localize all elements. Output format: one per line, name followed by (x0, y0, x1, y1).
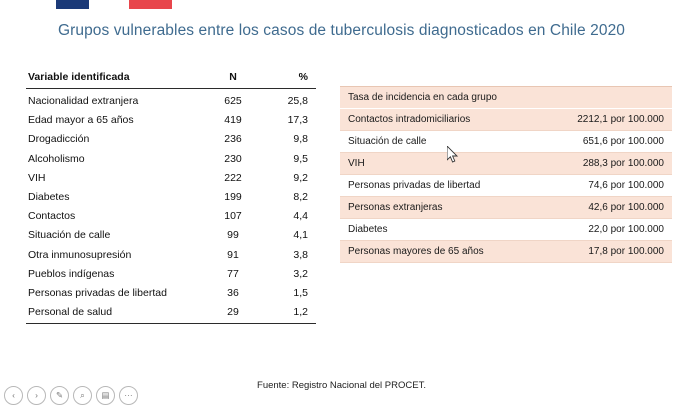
table-row (340, 109, 672, 131)
cell-n: 625 (224, 95, 242, 107)
cell-percent: 4,4 (293, 210, 308, 223)
cell-variable: Situación de calle (28, 229, 111, 242)
cell-variable: VIH (28, 171, 46, 184)
source-note: Fuente: Registro Nacional del PROCET. (257, 380, 426, 391)
vulnerable-groups-table (26, 68, 316, 324)
cell-n: 236 (224, 133, 242, 146)
menu-button[interactable] (96, 386, 115, 405)
column-header-variable: Variable identificada (26, 68, 204, 89)
cell-variable: Otra inmunosupresión (28, 248, 132, 261)
magnifier-icon: ⌕ (80, 390, 85, 401)
column-header-n: N (204, 68, 262, 89)
cell-variable: Edad mayor a 65 años (28, 114, 134, 127)
cell-variable: Diabetes (28, 190, 70, 203)
table-row (340, 219, 672, 241)
table-row (26, 168, 316, 187)
cell-variable: Pueblos indígenas (28, 267, 115, 280)
cell-variable: Contactos (28, 210, 76, 223)
table-header-row (26, 68, 316, 89)
cell-percent: 3,8 (293, 248, 308, 261)
incidence-rate-table (340, 86, 672, 263)
table-row (26, 130, 316, 149)
chile-flag-accent (56, 0, 172, 9)
cell-n: 29 (204, 302, 262, 323)
cell-n: 230 (224, 152, 242, 165)
cell-rate: 22,0 por 100.000 (540, 219, 672, 241)
cell-variable: Nacionalidad extranjera (28, 95, 139, 107)
cell-rate: 17,8 por 100.000 (540, 241, 672, 263)
cell-group: Personas privadas de libertad (340, 175, 540, 197)
table-row (340, 197, 672, 219)
table-row (26, 302, 316, 323)
column-header-percent: % (262, 68, 316, 89)
flag-red-segment (129, 0, 172, 9)
chevron-right-icon: › (35, 390, 38, 401)
incidence-table-header: Tasa de incidencia en cada grupo (340, 87, 672, 109)
flag-blue-segment (56, 0, 89, 9)
more-options-button[interactable] (119, 386, 138, 405)
previous-slide-button[interactable] (4, 386, 23, 405)
cell-rate: 42,6 por 100.000 (540, 197, 672, 219)
flag-white-segment (89, 0, 129, 9)
table-row (26, 89, 316, 111)
cell-group: VIH (340, 153, 540, 175)
table-row (340, 131, 672, 153)
cell-group: Diabetes (340, 219, 540, 241)
cell-variable: Drogadicción (28, 133, 90, 146)
cell-percent: 25,8 (287, 95, 308, 107)
table-row (340, 153, 672, 175)
cell-group: Personas mayores de 65 años (340, 241, 540, 263)
chevron-left-icon: ‹ (12, 390, 15, 401)
pen-tool-button[interactable] (50, 386, 69, 405)
cell-percent: 9,2 (293, 171, 308, 184)
cell-group: Situación de calle (340, 131, 540, 153)
cell-percent: 1,2 (262, 302, 316, 323)
cell-percent: 3,2 (293, 267, 308, 280)
zoom-tool-button[interactable] (73, 386, 92, 405)
cell-percent: 1,5 (293, 286, 308, 299)
cell-percent: 8,2 (293, 190, 308, 203)
incidence-header-row (340, 87, 672, 109)
cell-n: 419 (224, 114, 242, 127)
table-row (26, 245, 316, 264)
viewer-toolbar (4, 386, 138, 405)
table-row (26, 226, 316, 245)
cell-n: 99 (227, 229, 239, 242)
cell-n: 77 (227, 267, 239, 280)
grid-icon: ▤ (101, 390, 110, 401)
table-row (26, 207, 316, 226)
cell-percent: 9,8 (293, 133, 308, 146)
table-row (26, 111, 316, 130)
cell-n: 199 (224, 190, 242, 203)
cell-percent: 4,1 (293, 229, 308, 242)
cell-rate: 2212,1 por 100.000 (540, 109, 672, 131)
table-row (340, 241, 672, 263)
cell-group: Personas extranjeras (340, 197, 540, 219)
page-title: Grupos vulnerables entre los casos de tuberculosis diagnosticados en Chile 2020 (57, 22, 626, 39)
pen-icon: ✎ (55, 390, 64, 401)
cell-variable: Alcoholismo (28, 152, 85, 165)
cell-rate: 74,6 por 100.000 (540, 175, 672, 197)
table-row (26, 264, 316, 283)
table-row (340, 175, 672, 197)
cell-rate: 288,3 por 100.000 (540, 153, 672, 175)
cell-n: 107 (224, 210, 242, 223)
next-slide-button[interactable] (27, 386, 46, 405)
cell-n: 222 (224, 171, 242, 184)
ellipsis-icon: ··· (124, 390, 133, 401)
cell-percent: 17,3 (287, 114, 308, 127)
table-row (26, 283, 316, 302)
cell-n: 91 (227, 248, 239, 261)
cell-n: 36 (227, 286, 239, 299)
cell-rate: 651,6 por 100.000 (540, 131, 672, 153)
cell-group: Contactos intradomiciliarios (340, 109, 540, 131)
cell-percent: 9,5 (293, 152, 308, 165)
cell-variable: Personal de salud (26, 302, 204, 323)
cell-variable: Personas privadas de libertad (28, 286, 167, 299)
table-row (26, 149, 316, 168)
table-row (26, 187, 316, 206)
